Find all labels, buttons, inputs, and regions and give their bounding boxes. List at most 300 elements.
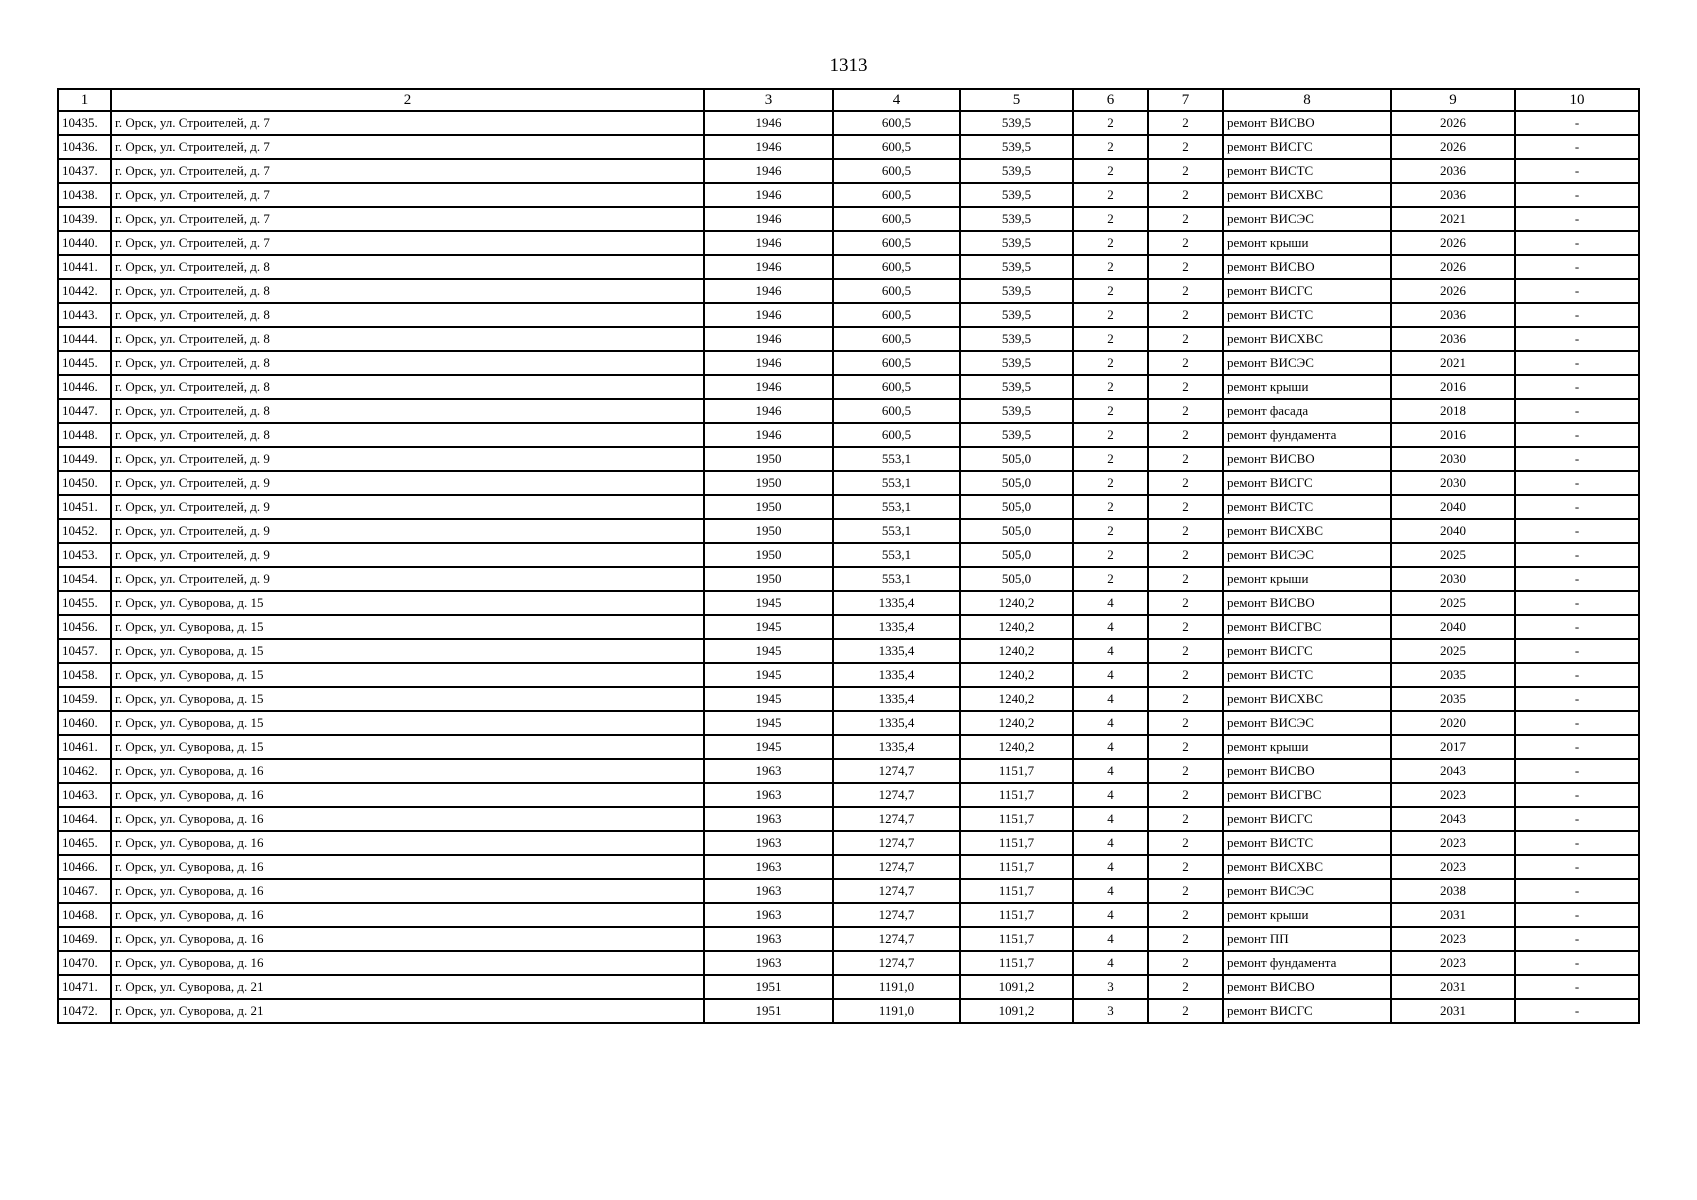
row-number-cell: 10472. [58, 999, 111, 1023]
row-number-cell: 10449. [58, 447, 111, 471]
entrances-cell: 2 [1148, 591, 1223, 615]
entrances-cell: 2 [1148, 999, 1223, 1023]
work-type-cell: ремонт ВИСГС [1223, 135, 1391, 159]
header-cell-4: 4 [833, 89, 960, 111]
entrances-cell: 2 [1148, 879, 1223, 903]
living-area-cell: 539,5 [960, 423, 1073, 447]
address-cell: г. Орск, ул. Суворова, д. 15 [111, 615, 704, 639]
total-area-cell: 1274,7 [833, 831, 960, 855]
planned-year-cell: 2026 [1391, 111, 1515, 135]
entrances-cell: 2 [1148, 375, 1223, 399]
floors-cell: 2 [1073, 183, 1148, 207]
header-cell-3: 3 [704, 89, 833, 111]
work-type-cell: ремонт ВИСХВС [1223, 687, 1391, 711]
address-cell: г. Орск, ул. Суворова, д. 15 [111, 591, 704, 615]
table-row [58, 303, 1639, 327]
living-area-cell: 1240,2 [960, 735, 1073, 759]
work-type-cell: ремонт ВИСХВС [1223, 519, 1391, 543]
row-number-cell: 10466. [58, 855, 111, 879]
address-cell: г. Орск, ул. Суворова, д. 16 [111, 855, 704, 879]
floors-cell: 4 [1073, 879, 1148, 903]
living-area-cell: 1240,2 [960, 687, 1073, 711]
living-area-cell: 1151,7 [960, 903, 1073, 927]
planned-year-cell: 2023 [1391, 855, 1515, 879]
total-area-cell: 600,5 [833, 303, 960, 327]
total-area-cell: 1274,7 [833, 951, 960, 975]
address-cell: г. Орск, ул. Строителей, д. 9 [111, 471, 704, 495]
header-cell-10: 10 [1515, 89, 1639, 111]
table-row [58, 903, 1639, 927]
year-built-cell: 1963 [704, 783, 833, 807]
note-cell: - [1515, 111, 1639, 135]
note-cell: - [1515, 879, 1639, 903]
note-cell: - [1515, 183, 1639, 207]
entrances-cell: 2 [1148, 423, 1223, 447]
work-type-cell: ремонт ВИСТС [1223, 831, 1391, 855]
floors-cell: 4 [1073, 951, 1148, 975]
planned-year-cell: 2038 [1391, 879, 1515, 903]
planned-year-cell: 2036 [1391, 303, 1515, 327]
year-built-cell: 1963 [704, 759, 833, 783]
table-row [58, 207, 1639, 231]
address-cell: г. Орск, ул. Строителей, д. 8 [111, 375, 704, 399]
note-cell: - [1515, 207, 1639, 231]
work-type-cell: ремонт ВИСЭС [1223, 711, 1391, 735]
year-built-cell: 1945 [704, 591, 833, 615]
year-built-cell: 1946 [704, 303, 833, 327]
floors-cell: 4 [1073, 615, 1148, 639]
entrances-cell: 2 [1148, 711, 1223, 735]
floors-cell: 2 [1073, 351, 1148, 375]
work-type-cell: ремонт ВИСХВС [1223, 855, 1391, 879]
address-cell: г. Орск, ул. Строителей, д. 8 [111, 351, 704, 375]
note-cell: - [1515, 855, 1639, 879]
entrances-cell: 2 [1148, 183, 1223, 207]
living-area-cell: 1151,7 [960, 879, 1073, 903]
table-row [58, 807, 1639, 831]
floors-cell: 2 [1073, 207, 1148, 231]
entrances-cell: 2 [1148, 351, 1223, 375]
work-type-cell: ремонт ВИСГС [1223, 471, 1391, 495]
living-area-cell: 539,5 [960, 231, 1073, 255]
address-cell: г. Орск, ул. Строителей, д. 9 [111, 567, 704, 591]
table-row [58, 927, 1639, 951]
note-cell: - [1515, 807, 1639, 831]
year-built-cell: 1950 [704, 447, 833, 471]
year-built-cell: 1946 [704, 231, 833, 255]
table-row [58, 951, 1639, 975]
work-type-cell: ремонт ВИСГС [1223, 999, 1391, 1023]
living-area-cell: 1240,2 [960, 639, 1073, 663]
note-cell: - [1515, 975, 1639, 999]
floors-cell: 2 [1073, 519, 1148, 543]
header-cell-2: 2 [111, 89, 704, 111]
floors-cell: 2 [1073, 423, 1148, 447]
planned-year-cell: 2023 [1391, 831, 1515, 855]
address-cell: г. Орск, ул. Суворова, д. 16 [111, 759, 704, 783]
living-area-cell: 1151,7 [960, 759, 1073, 783]
entrances-cell: 2 [1148, 519, 1223, 543]
work-type-cell: ремонт ВИСЭС [1223, 351, 1391, 375]
planned-year-cell: 2021 [1391, 207, 1515, 231]
row-number-cell: 10462. [58, 759, 111, 783]
planned-year-cell: 2026 [1391, 279, 1515, 303]
total-area-cell: 1335,4 [833, 711, 960, 735]
note-cell: - [1515, 903, 1639, 927]
address-cell: г. Орск, ул. Строителей, д. 8 [111, 399, 704, 423]
planned-year-cell: 2031 [1391, 903, 1515, 927]
address-cell: г. Орск, ул. Строителей, д. 8 [111, 327, 704, 351]
table-row [58, 255, 1639, 279]
work-type-cell: ремонт ВИСВО [1223, 255, 1391, 279]
planned-year-cell: 2023 [1391, 927, 1515, 951]
year-built-cell: 1946 [704, 279, 833, 303]
table-row [58, 567, 1639, 591]
address-cell: г. Орск, ул. Строителей, д. 9 [111, 543, 704, 567]
header-cell-1: 1 [58, 89, 111, 111]
row-number-cell: 10452. [58, 519, 111, 543]
year-built-cell: 1963 [704, 879, 833, 903]
note-cell: - [1515, 783, 1639, 807]
planned-year-cell: 2020 [1391, 711, 1515, 735]
total-area-cell: 600,5 [833, 111, 960, 135]
note-cell: - [1515, 159, 1639, 183]
year-built-cell: 1945 [704, 663, 833, 687]
header-cell-5: 5 [960, 89, 1073, 111]
header-row [58, 89, 1639, 111]
total-area-cell: 600,5 [833, 135, 960, 159]
entrances-cell: 2 [1148, 135, 1223, 159]
note-cell: - [1515, 759, 1639, 783]
living-area-cell: 1240,2 [960, 615, 1073, 639]
year-built-cell: 1945 [704, 687, 833, 711]
entrances-cell: 2 [1148, 159, 1223, 183]
planned-year-cell: 2040 [1391, 519, 1515, 543]
row-number-cell: 10451. [58, 495, 111, 519]
table-row [58, 687, 1639, 711]
floors-cell: 2 [1073, 567, 1148, 591]
row-number-cell: 10450. [58, 471, 111, 495]
total-area-cell: 600,5 [833, 207, 960, 231]
note-cell: - [1515, 543, 1639, 567]
living-area-cell: 1240,2 [960, 663, 1073, 687]
planned-year-cell: 2036 [1391, 183, 1515, 207]
entrances-cell: 2 [1148, 615, 1223, 639]
total-area-cell: 553,1 [833, 447, 960, 471]
living-area-cell: 1151,7 [960, 807, 1073, 831]
entrances-cell: 2 [1148, 303, 1223, 327]
table-row [58, 231, 1639, 255]
floors-cell: 4 [1073, 855, 1148, 879]
work-type-cell: ремонт ВИСХВС [1223, 327, 1391, 351]
work-type-cell: ремонт ВИСВО [1223, 975, 1391, 999]
entrances-cell: 2 [1148, 807, 1223, 831]
note-cell: - [1515, 591, 1639, 615]
note-cell: - [1515, 231, 1639, 255]
floors-cell: 2 [1073, 135, 1148, 159]
entrances-cell: 2 [1148, 783, 1223, 807]
address-cell: г. Орск, ул. Строителей, д. 7 [111, 135, 704, 159]
note-cell: - [1515, 447, 1639, 471]
living-area-cell: 539,5 [960, 375, 1073, 399]
address-cell: г. Орск, ул. Суворова, д. 15 [111, 663, 704, 687]
total-area-cell: 1191,0 [833, 975, 960, 999]
floors-cell: 2 [1073, 159, 1148, 183]
living-area-cell: 539,5 [960, 111, 1073, 135]
living-area-cell: 539,5 [960, 351, 1073, 375]
note-cell: - [1515, 951, 1639, 975]
address-cell: г. Орск, ул. Строителей, д. 7 [111, 207, 704, 231]
address-cell: г. Орск, ул. Строителей, д. 8 [111, 255, 704, 279]
planned-year-cell: 2030 [1391, 447, 1515, 471]
address-cell: г. Орск, ул. Суворова, д. 21 [111, 999, 704, 1023]
entrances-cell: 2 [1148, 327, 1223, 351]
year-built-cell: 1946 [704, 399, 833, 423]
planned-year-cell: 2026 [1391, 231, 1515, 255]
entrances-cell: 2 [1148, 231, 1223, 255]
total-area-cell: 600,5 [833, 255, 960, 279]
total-area-cell: 1274,7 [833, 783, 960, 807]
total-area-cell: 553,1 [833, 519, 960, 543]
entrances-cell: 2 [1148, 855, 1223, 879]
living-area-cell: 539,5 [960, 279, 1073, 303]
year-built-cell: 1963 [704, 855, 833, 879]
entrances-cell: 2 [1148, 927, 1223, 951]
table-row [58, 999, 1639, 1023]
floors-cell: 4 [1073, 711, 1148, 735]
planned-year-cell: 2016 [1391, 375, 1515, 399]
floors-cell: 4 [1073, 639, 1148, 663]
living-area-cell: 1151,7 [960, 783, 1073, 807]
year-built-cell: 1951 [704, 999, 833, 1023]
row-number-cell: 10463. [58, 783, 111, 807]
row-number-cell: 10438. [58, 183, 111, 207]
row-number-cell: 10470. [58, 951, 111, 975]
address-cell: г. Орск, ул. Суворова, д. 15 [111, 687, 704, 711]
entrances-cell: 2 [1148, 735, 1223, 759]
total-area-cell: 553,1 [833, 543, 960, 567]
row-number-cell: 10454. [58, 567, 111, 591]
total-area-cell: 1335,4 [833, 663, 960, 687]
planned-year-cell: 2023 [1391, 951, 1515, 975]
address-cell: г. Орск, ул. Строителей, д. 7 [111, 183, 704, 207]
living-area-cell: 505,0 [960, 543, 1073, 567]
table-row [58, 855, 1639, 879]
planned-year-cell: 2030 [1391, 471, 1515, 495]
planned-year-cell: 2025 [1391, 591, 1515, 615]
living-area-cell: 539,5 [960, 207, 1073, 231]
header-cell-6: 6 [1073, 89, 1148, 111]
work-type-cell: ремонт ВИСТС [1223, 159, 1391, 183]
address-cell: г. Орск, ул. Суворова, д. 15 [111, 639, 704, 663]
living-area-cell: 1151,7 [960, 927, 1073, 951]
work-type-cell: ремонт ВИСТС [1223, 663, 1391, 687]
year-built-cell: 1963 [704, 951, 833, 975]
planned-year-cell: 2040 [1391, 495, 1515, 519]
year-built-cell: 1963 [704, 807, 833, 831]
table-row [58, 471, 1639, 495]
address-cell: г. Орск, ул. Строителей, д. 8 [111, 303, 704, 327]
planned-year-cell: 2040 [1391, 615, 1515, 639]
planned-year-cell: 2043 [1391, 759, 1515, 783]
floors-cell: 2 [1073, 231, 1148, 255]
planned-year-cell: 2035 [1391, 663, 1515, 687]
work-type-cell: ремонт крыши [1223, 735, 1391, 759]
planned-year-cell: 2035 [1391, 687, 1515, 711]
living-area-cell: 505,0 [960, 567, 1073, 591]
table-row [58, 663, 1639, 687]
total-area-cell: 553,1 [833, 567, 960, 591]
total-area-cell: 600,5 [833, 231, 960, 255]
note-cell: - [1515, 615, 1639, 639]
planned-year-cell: 2017 [1391, 735, 1515, 759]
table-row [58, 831, 1639, 855]
floors-cell: 4 [1073, 591, 1148, 615]
row-number-cell: 10447. [58, 399, 111, 423]
row-number-cell: 10453. [58, 543, 111, 567]
total-area-cell: 1274,7 [833, 759, 960, 783]
work-type-cell: ремонт ВИСГВС [1223, 615, 1391, 639]
living-area-cell: 505,0 [960, 519, 1073, 543]
row-number-cell: 10439. [58, 207, 111, 231]
entrances-cell: 2 [1148, 567, 1223, 591]
living-area-cell: 505,0 [960, 471, 1073, 495]
entrances-cell: 2 [1148, 471, 1223, 495]
total-area-cell: 600,5 [833, 183, 960, 207]
planned-year-cell: 2018 [1391, 399, 1515, 423]
note-cell: - [1515, 255, 1639, 279]
year-built-cell: 1946 [704, 375, 833, 399]
floors-cell: 2 [1073, 327, 1148, 351]
living-area-cell: 1240,2 [960, 711, 1073, 735]
entrances-cell: 2 [1148, 951, 1223, 975]
planned-year-cell: 2030 [1391, 567, 1515, 591]
work-type-cell: ремонт ВИСГВС [1223, 783, 1391, 807]
note-cell: - [1515, 687, 1639, 711]
work-type-cell: ремонт ВИСВО [1223, 759, 1391, 783]
work-type-cell: ремонт ВИСЭС [1223, 879, 1391, 903]
floors-cell: 2 [1073, 495, 1148, 519]
work-type-cell: ремонт ВИСЭС [1223, 543, 1391, 567]
total-area-cell: 1335,4 [833, 687, 960, 711]
note-cell: - [1515, 303, 1639, 327]
total-area-cell: 553,1 [833, 471, 960, 495]
row-number-cell: 10442. [58, 279, 111, 303]
header-cell-8: 8 [1223, 89, 1391, 111]
planned-year-cell: 2026 [1391, 135, 1515, 159]
entrances-cell: 2 [1148, 447, 1223, 471]
year-built-cell: 1946 [704, 327, 833, 351]
note-cell: - [1515, 423, 1639, 447]
table-row [58, 111, 1639, 135]
work-type-cell: ремонт ВИСГС [1223, 279, 1391, 303]
table-row [58, 639, 1639, 663]
work-type-cell: ремонт ВИСТС [1223, 495, 1391, 519]
row-number-cell: 10445. [58, 351, 111, 375]
address-cell: г. Орск, ул. Суворова, д. 15 [111, 735, 704, 759]
year-built-cell: 1946 [704, 183, 833, 207]
address-cell: г. Орск, ул. Суворова, д. 16 [111, 927, 704, 951]
address-cell: г. Орск, ул. Строителей, д. 8 [111, 279, 704, 303]
note-cell: - [1515, 495, 1639, 519]
entrances-cell: 2 [1148, 279, 1223, 303]
entrances-cell: 2 [1148, 831, 1223, 855]
note-cell: - [1515, 999, 1639, 1023]
total-area-cell: 600,5 [833, 399, 960, 423]
row-number-cell: 10444. [58, 327, 111, 351]
living-area-cell: 539,5 [960, 303, 1073, 327]
table-row [58, 543, 1639, 567]
floors-cell: 3 [1073, 975, 1148, 999]
work-type-cell: ремонт ВИСГС [1223, 807, 1391, 831]
address-cell: г. Орск, ул. Суворова, д. 16 [111, 831, 704, 855]
note-cell: - [1515, 519, 1639, 543]
living-area-cell: 1091,2 [960, 975, 1073, 999]
note-cell: - [1515, 471, 1639, 495]
table-row [58, 783, 1639, 807]
note-cell: - [1515, 711, 1639, 735]
row-number-cell: 10464. [58, 807, 111, 831]
total-area-cell: 600,5 [833, 279, 960, 303]
total-area-cell: 1274,7 [833, 807, 960, 831]
address-cell: г. Орск, ул. Суворова, д. 16 [111, 903, 704, 927]
note-cell: - [1515, 375, 1639, 399]
year-built-cell: 1950 [704, 567, 833, 591]
work-type-cell: ремонт крыши [1223, 375, 1391, 399]
floors-cell: 4 [1073, 735, 1148, 759]
entrances-cell: 2 [1148, 639, 1223, 663]
floors-cell: 2 [1073, 399, 1148, 423]
year-built-cell: 1950 [704, 519, 833, 543]
planned-year-cell: 2043 [1391, 807, 1515, 831]
floors-cell: 2 [1073, 471, 1148, 495]
table-row [58, 735, 1639, 759]
floors-cell: 3 [1073, 999, 1148, 1023]
floors-cell: 4 [1073, 759, 1148, 783]
entrances-cell: 2 [1148, 543, 1223, 567]
row-number-cell: 10435. [58, 111, 111, 135]
planned-year-cell: 2031 [1391, 999, 1515, 1023]
floors-cell: 2 [1073, 111, 1148, 135]
note-cell: - [1515, 831, 1639, 855]
floors-cell: 2 [1073, 375, 1148, 399]
year-built-cell: 1951 [704, 975, 833, 999]
total-area-cell: 1274,7 [833, 855, 960, 879]
row-number-cell: 10469. [58, 927, 111, 951]
header-cell-7: 7 [1148, 89, 1223, 111]
entrances-cell: 2 [1148, 903, 1223, 927]
total-area-cell: 1335,4 [833, 735, 960, 759]
table-row [58, 327, 1639, 351]
address-cell: г. Орск, ул. Суворова, д. 21 [111, 975, 704, 999]
year-built-cell: 1945 [704, 639, 833, 663]
floors-cell: 2 [1073, 279, 1148, 303]
address-cell: г. Орск, ул. Строителей, д. 7 [111, 159, 704, 183]
address-cell: г. Орск, ул. Строителей, д. 8 [111, 423, 704, 447]
row-number-cell: 10458. [58, 663, 111, 687]
note-cell: - [1515, 567, 1639, 591]
living-area-cell: 539,5 [960, 183, 1073, 207]
entrances-cell: 2 [1148, 207, 1223, 231]
table-row [58, 351, 1639, 375]
year-built-cell: 1945 [704, 735, 833, 759]
year-built-cell: 1963 [704, 927, 833, 951]
year-built-cell: 1946 [704, 423, 833, 447]
row-number-cell: 10437. [58, 159, 111, 183]
year-built-cell: 1946 [704, 159, 833, 183]
living-area-cell: 1151,7 [960, 831, 1073, 855]
living-area-cell: 539,5 [960, 327, 1073, 351]
